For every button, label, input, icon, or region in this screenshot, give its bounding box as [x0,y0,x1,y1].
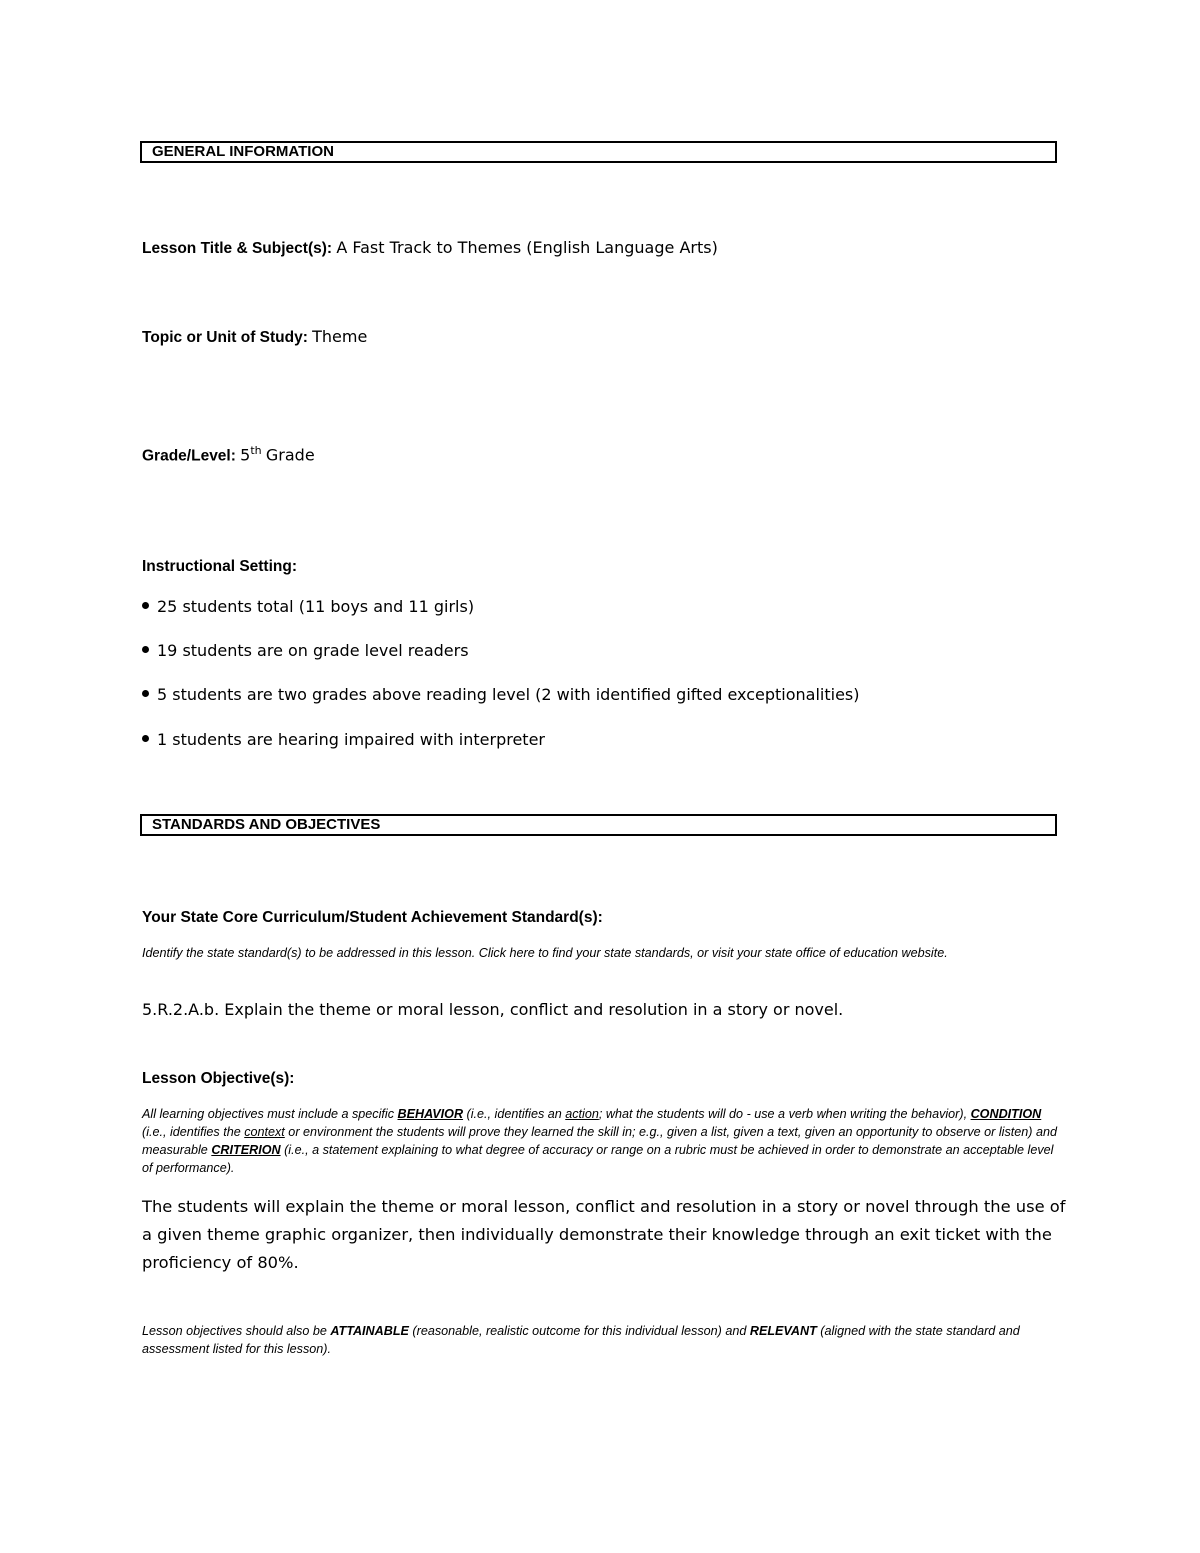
general-information-header [140,141,1057,163]
note-text: Lesson objectives should also be [142,1324,331,1338]
attainable-keyword: ATTAINABLE [330,1324,409,1338]
note-text: or environment the students will prove they learned the skill in; e.g., given a list, given a text, given an opportunity to observe or listen) and measurable [142,1125,1057,1157]
setting-bullet-text: 1 students are hearing impaired with interpreter [157,730,545,749]
lesson-objective-text: The students will explain the theme or moral lesson, conflict and resolution in a story or novel through the use of a given theme graphic organizer, then individually demonstrate their knowledge through an exit ticket with the proficiency of 80%. [142,1197,1066,1272]
note-text: (i.e., identifies the [142,1125,245,1139]
attainable-relevant-note [142,1322,1062,1358]
grade-word: Grade [265,445,315,465]
setting-bullet-text: 5 students are two grades above reading level (2 with identified gifted exceptionalities) [157,685,860,704]
lesson-title-field [142,238,718,258]
relevant-keyword: RELEVANT [749,1324,817,1338]
note-text: (aligned with the state standard and assessment listed for this lesson). [142,1324,1020,1356]
grade-field [142,444,315,466]
setting-bullet-item [142,730,545,749]
note-text: ; what the students will do - use a verb when writing the behavior), [598,1107,971,1121]
bullet-icon [142,646,149,653]
lesson-title-value: A Fast Track to Themes (English Language Arts) [336,238,718,257]
topic-value: Theme [312,327,368,346]
core-curriculum-label: Your State Core Curriculum/Student Achievement Standard(s): [142,909,603,926]
bullet-icon [142,735,149,742]
action-keyword: action [565,1107,599,1121]
standard-text: Explain the theme or moral lesson, conflict and resolution in a story or novel. [224,1000,844,1019]
lesson-objective-label: Lesson Objective(s): [142,1070,295,1087]
setting-bullet-item [142,685,860,704]
grade-suffix: th [250,444,262,457]
criterion-keyword: CRITERION [211,1143,281,1157]
setting-bullet-text: 19 students are on grade level readers [157,641,469,660]
grade-label: Grade/Level: [142,447,236,465]
instructional-setting-label: Instructional Setting: [142,558,297,575]
note-text: (i.e., identifies an [463,1107,566,1121]
standards-objectives-header [140,814,1057,836]
standard-code: 5.R.2.A.b. [142,1000,220,1019]
general-information-title: GENERAL INFORMATION [152,143,334,160]
standard-statement [142,1000,843,1019]
bullet-icon [142,690,149,697]
grade-number: 5 [240,445,251,465]
bullet-icon [142,602,149,609]
core-curriculum-note: Identify the state standard(s) to be addressed in this lesson. Click here to find your state standards, or visit your state office of education website. [142,946,948,960]
behavior-keyword: BEHAVIOR [397,1107,464,1121]
objective-guidance-note [142,1105,1062,1177]
condition-keyword: CONDITION [970,1107,1042,1121]
note-text: (i.e., a statement explaining to what degree of accuracy or range on a rubric must be achieved in order to demonstrate an acceptable level of performance). [142,1143,1054,1175]
standards-objectives-title: STANDARDS AND OBJECTIVES [152,816,381,833]
setting-bullet-text: 25 students total (11 boys and 11 girls) [157,597,475,616]
note-text: (reasonable, realistic outcome for this individual lesson) and [408,1324,750,1338]
topic-label: Topic or Unit of Study: [142,329,308,346]
context-keyword: context [244,1125,285,1139]
setting-bullet-item [142,641,469,660]
note-text: All learning objectives must include a specific [142,1107,398,1121]
topic-field [142,327,367,347]
lesson-title-label: Lesson Title & Subject(s): [142,240,333,257]
setting-bullet-item [142,597,474,616]
